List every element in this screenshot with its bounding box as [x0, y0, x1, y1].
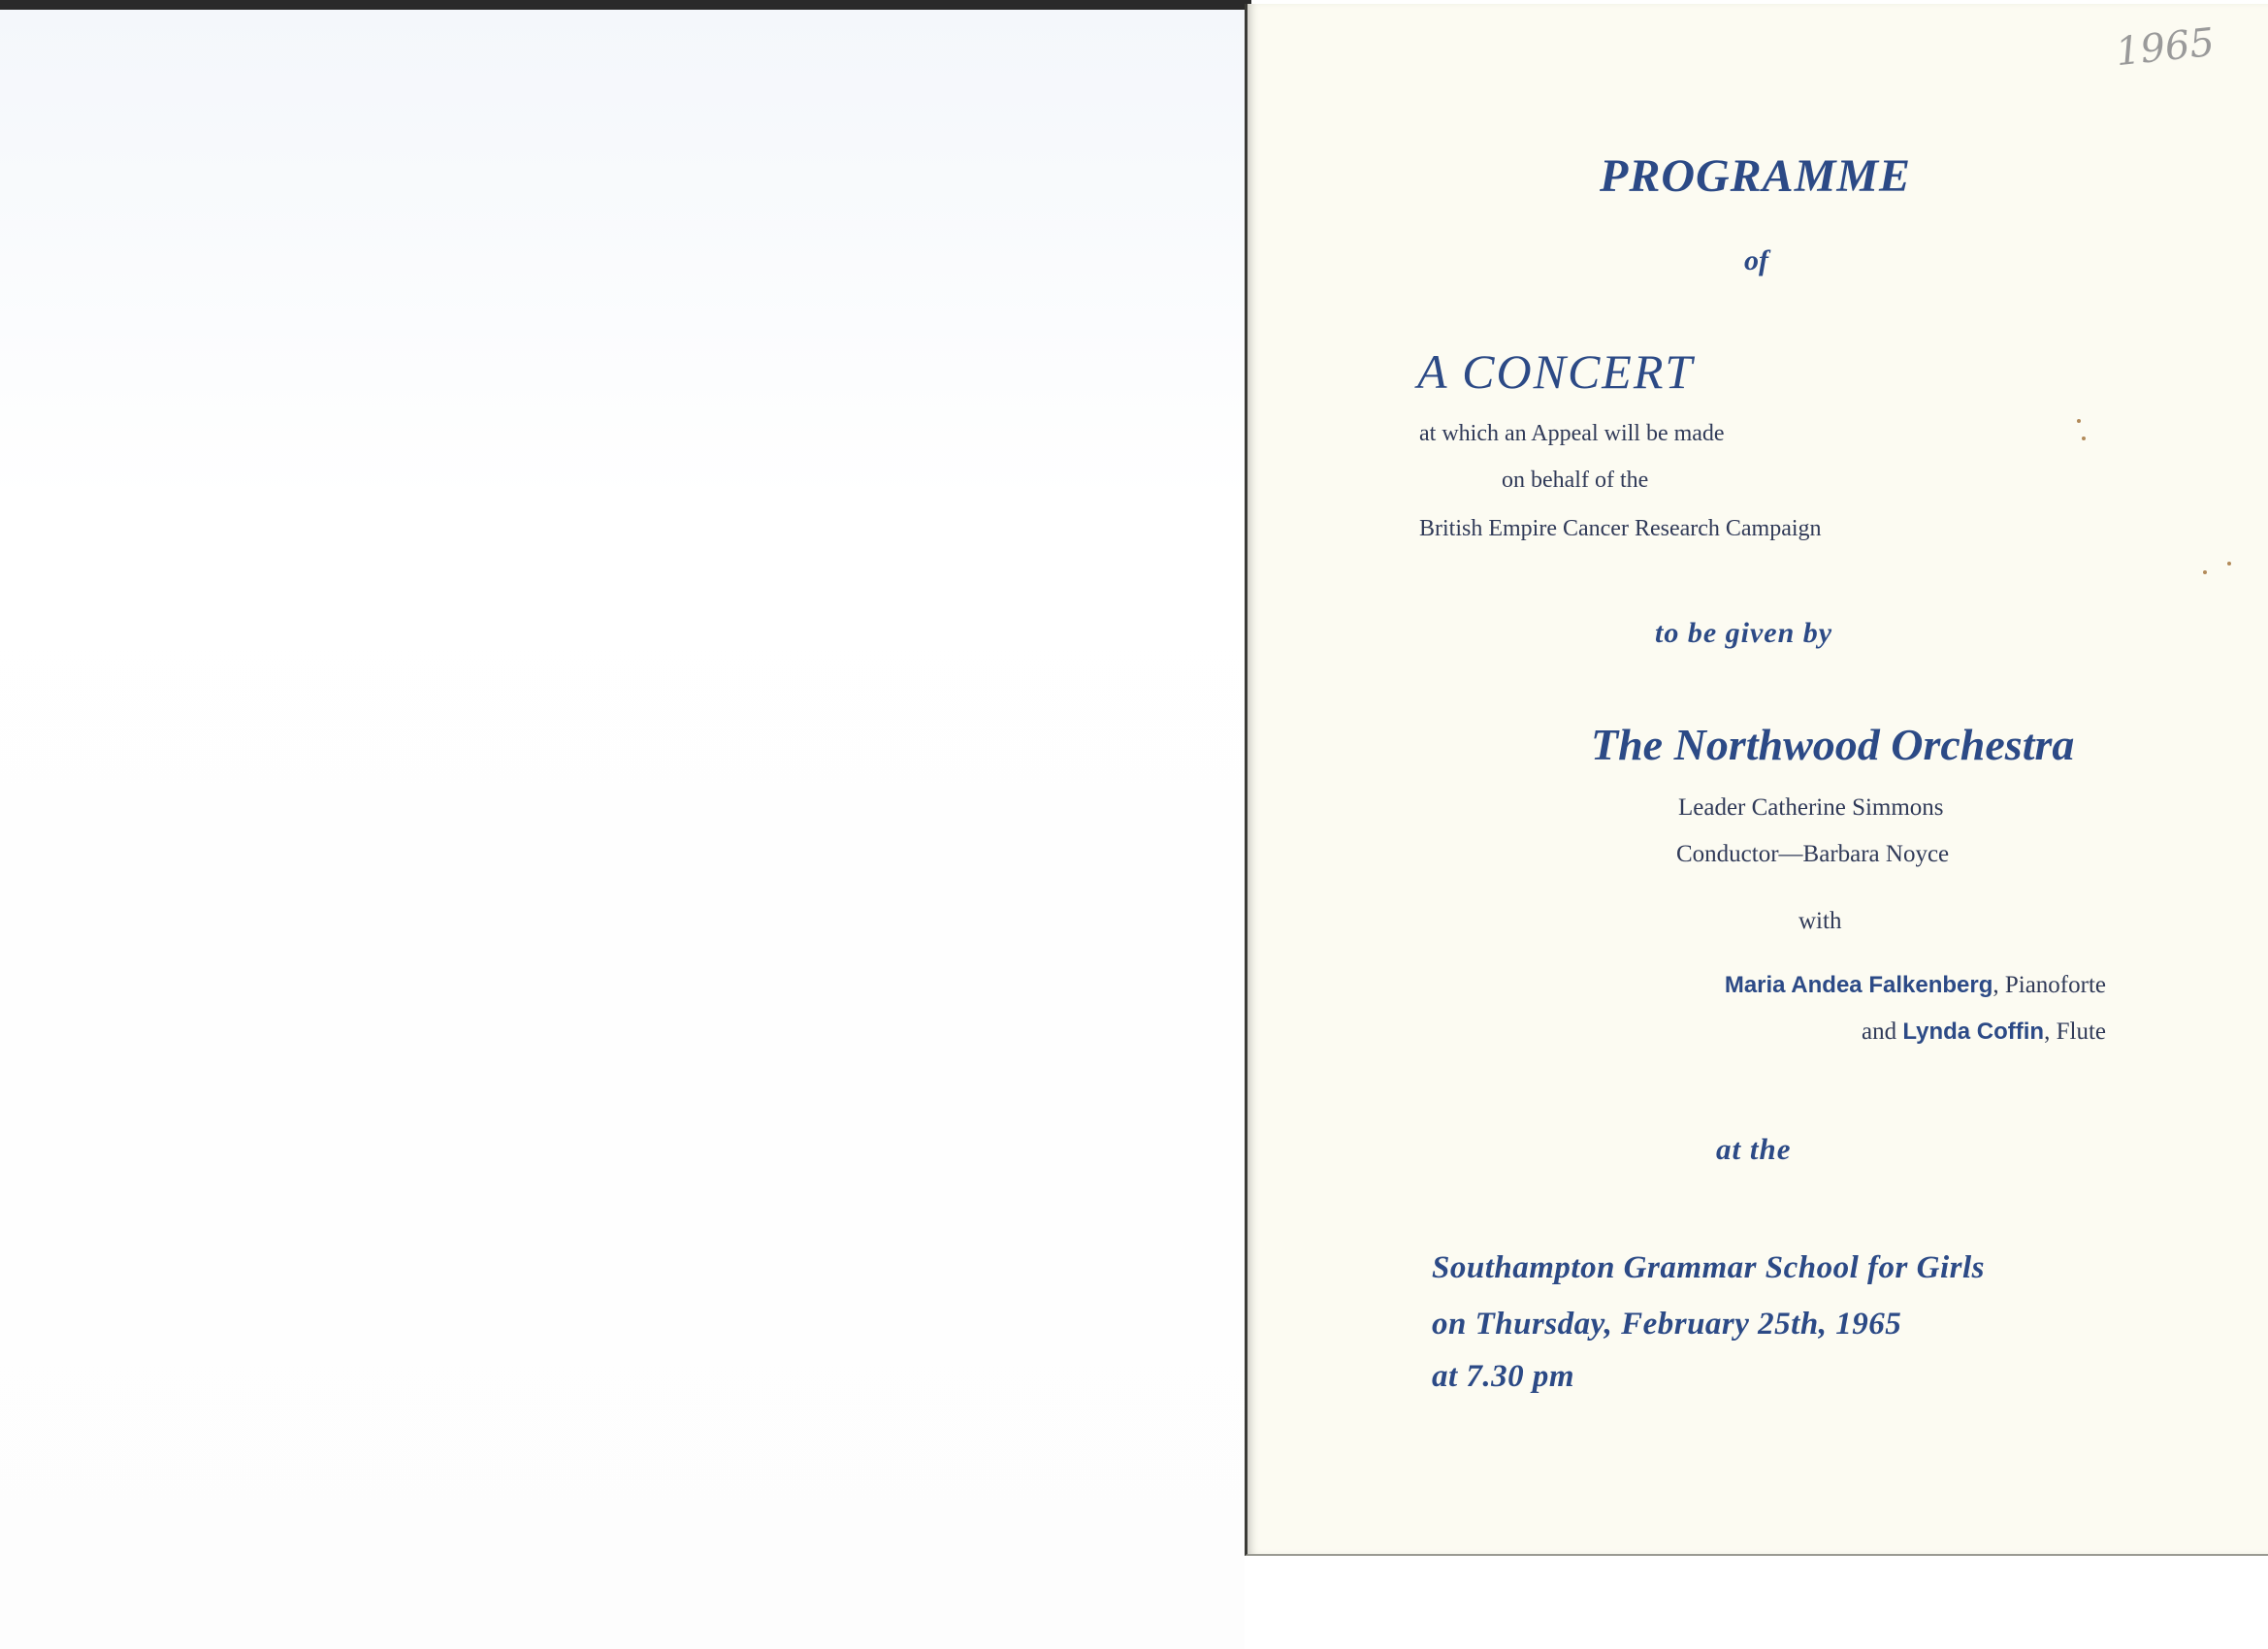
paper-speck: [2082, 436, 2086, 440]
soloist-2-name: Lynda Coffin: [1902, 1018, 2045, 1045]
venue: Southampton Grammar School for Girls: [1432, 1250, 1985, 1285]
paper-speck: [2203, 570, 2207, 574]
with-label: with: [1798, 908, 1842, 934]
orchestra-conductor: Conductor—Barbara Noyce: [1676, 841, 1950, 867]
soloist-flute: [1862, 1018, 2106, 1046]
paper-speck: [2077, 419, 2081, 423]
programme-cover: [1245, 4, 2268, 1556]
orchestra-name: The Northwood Orchestra: [1591, 720, 2075, 769]
appeal-line-1: at which an Appeal will be made: [1419, 421, 1725, 446]
orchestra-leader: Leader Catherine Simmons: [1678, 794, 1944, 821]
handwritten-year: 1965: [2113, 19, 2217, 76]
given-by: to be given by: [1655, 617, 1833, 649]
appeal-line-2: on behalf of the: [1502, 468, 1649, 493]
blank-left-page: [0, 10, 1245, 1649]
concert-date: on Thursday, February 25th, 1965: [1432, 1307, 1902, 1342]
concert-time: at 7.30 pm: [1432, 1359, 1575, 1394]
programme-title: PROGRAMME: [1600, 150, 1912, 202]
programme-of: of: [1744, 244, 1768, 276]
soloist-2-prefix: and: [1861, 1018, 1903, 1045]
paper-speck: [2227, 562, 2231, 566]
soloist-1-instrument: , Pianoforte: [1993, 972, 2106, 998]
soloist-2-instrument: , Flute: [2044, 1018, 2106, 1045]
soloist-1-name: Maria Andea Falkenberg: [1724, 972, 1993, 998]
scan-edge-shadow: [0, 0, 1251, 10]
soloist-pianoforte: [1725, 972, 2106, 999]
appeal-line-3: British Empire Cancer Research Campaign: [1419, 516, 1822, 541]
scan-bottom-margin: [1245, 1556, 2268, 1649]
at-the: at the: [1716, 1132, 1792, 1166]
concert-heading: A CONCERT: [1417, 344, 1695, 399]
